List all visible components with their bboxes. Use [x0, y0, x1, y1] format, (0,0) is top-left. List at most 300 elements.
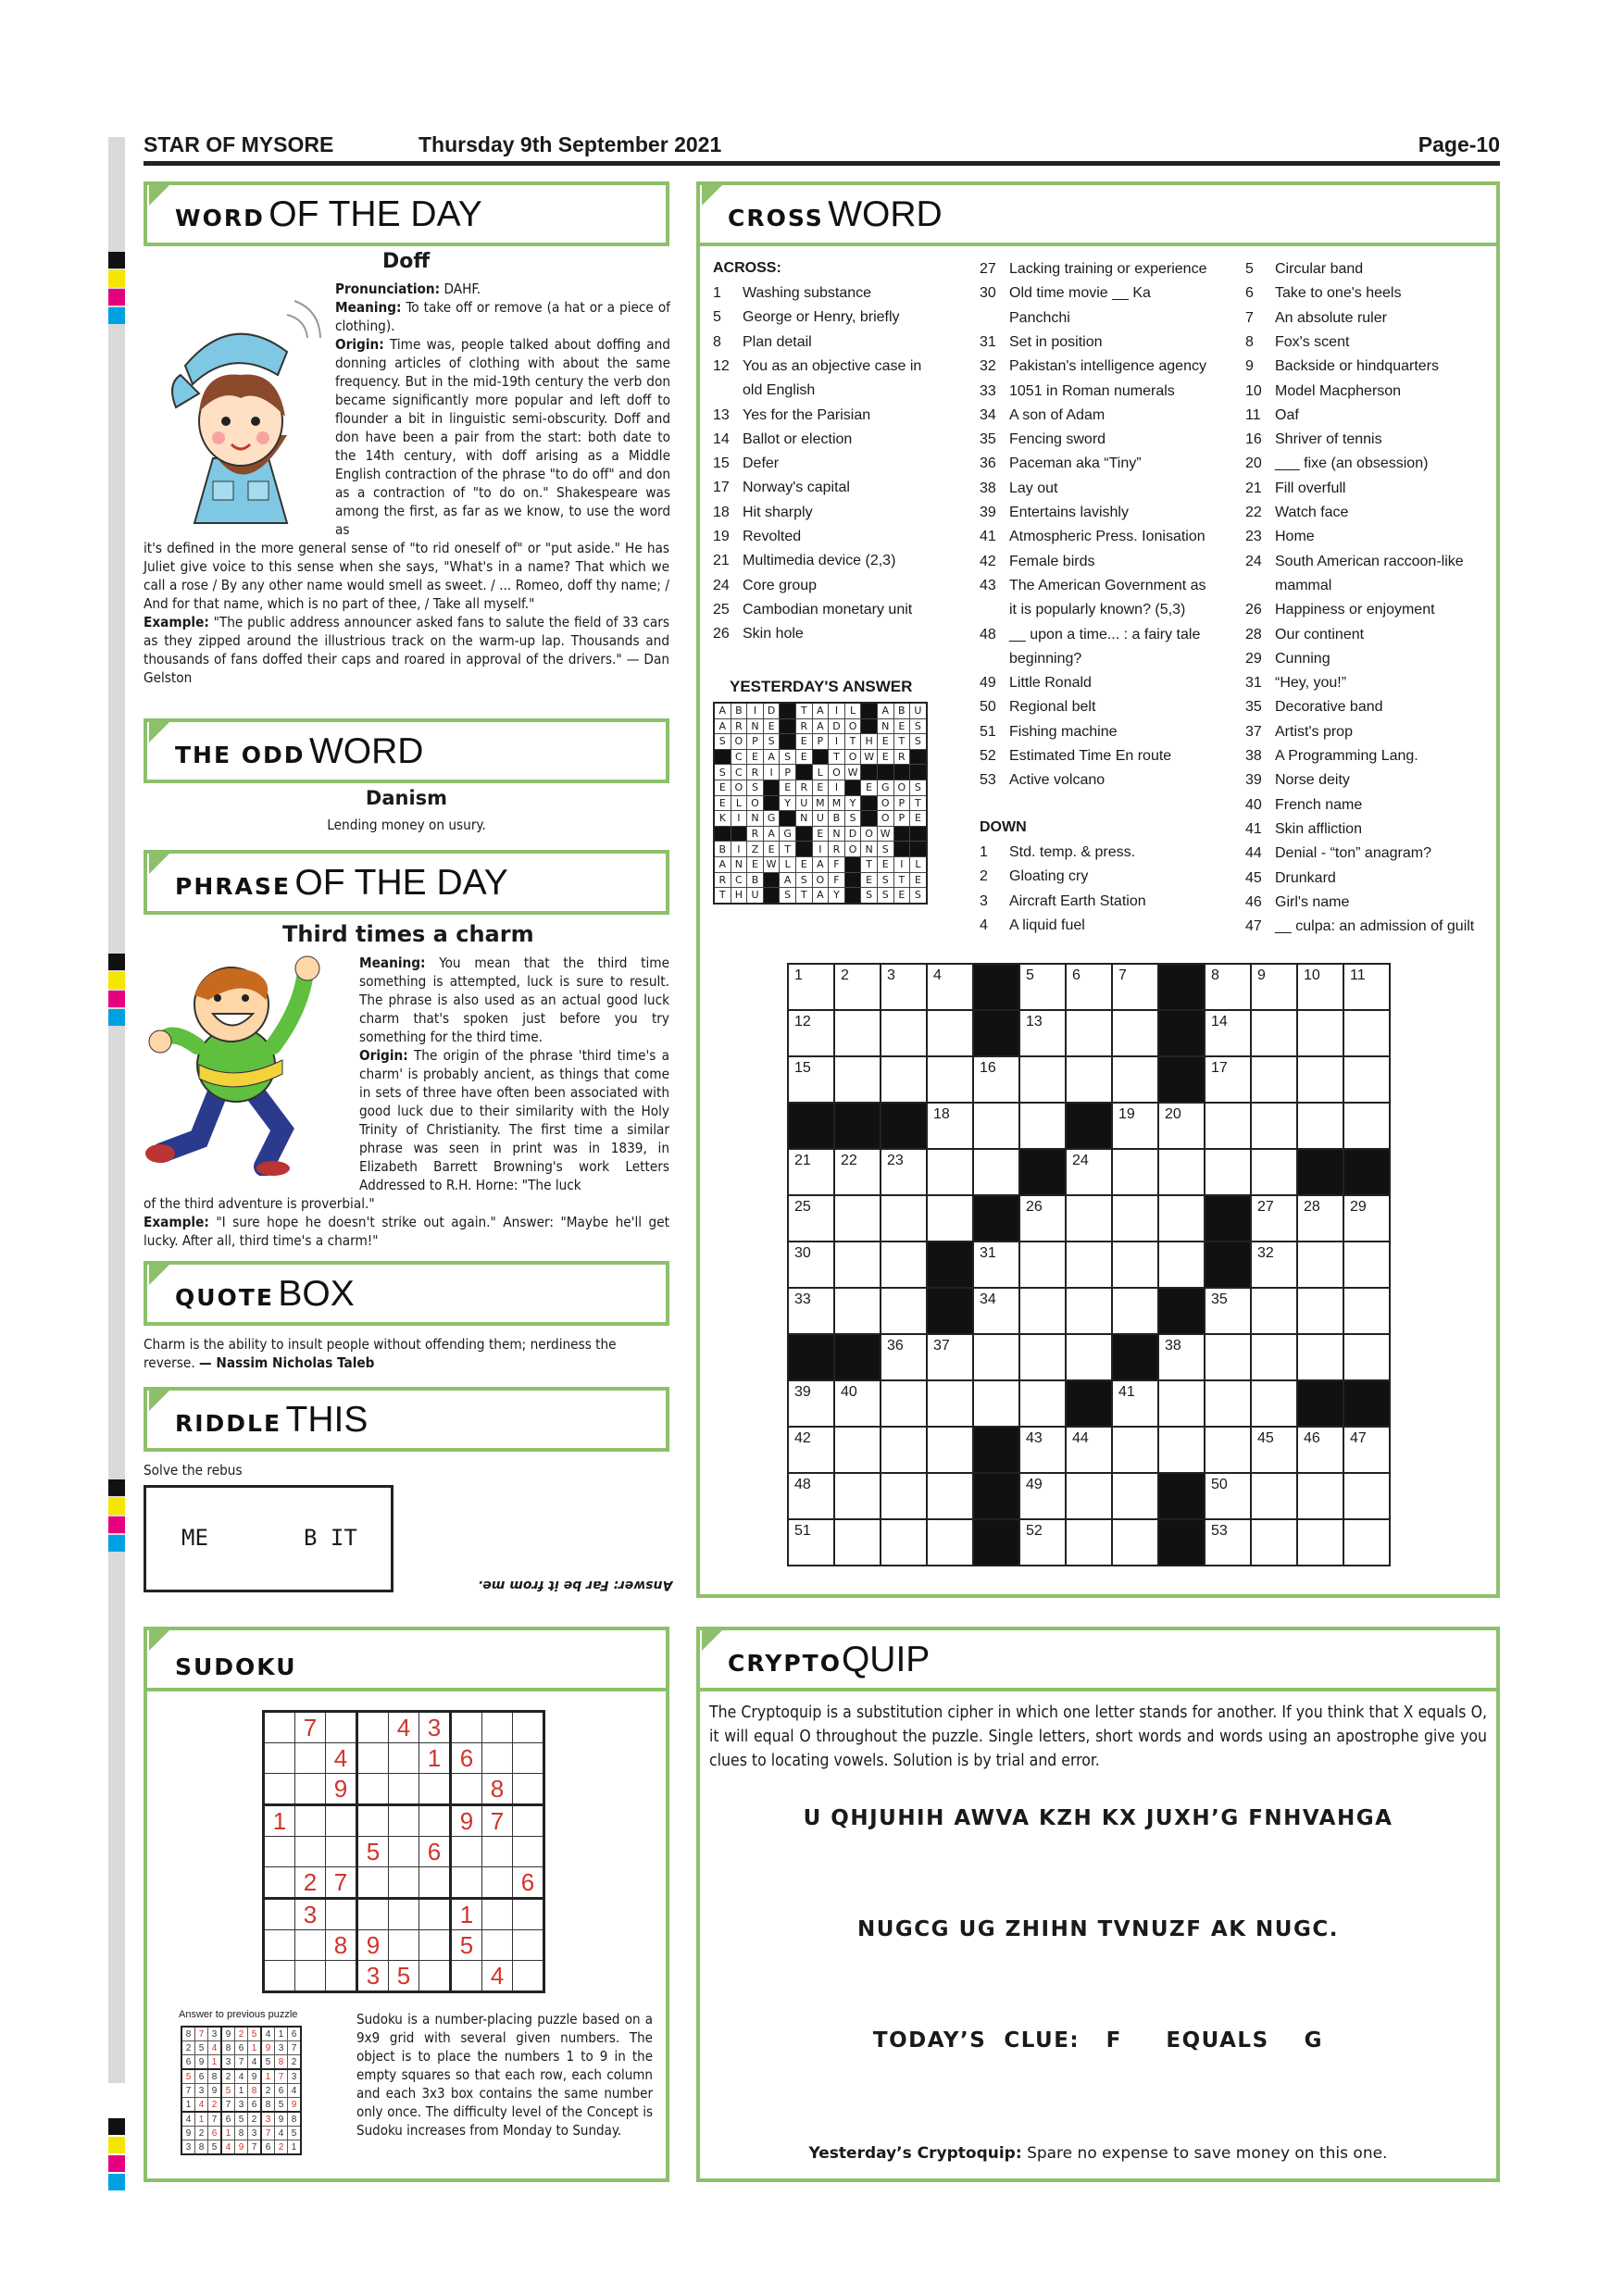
cell-number: 32 [1257, 1245, 1274, 1261]
crossword-cell[interactable] [927, 1149, 973, 1195]
crossword-cell[interactable] [1251, 1103, 1297, 1149]
crossword-cell[interactable] [973, 1103, 1019, 1149]
crossword-cell[interactable] [834, 964, 881, 1010]
crossword-cell[interactable] [1112, 1149, 1158, 1195]
crossword-cell[interactable] [834, 1056, 881, 1103]
crossword-cell[interactable] [1112, 1242, 1158, 1288]
black-square [834, 1103, 881, 1149]
sudoku-cell[interactable] [295, 1743, 326, 1774]
crossword-cell[interactable] [1343, 1473, 1390, 1519]
crossword-cell[interactable] [881, 1056, 927, 1103]
clue-text: An absolute ruler [1275, 309, 1387, 326]
crossword-cell[interactable] [1019, 1473, 1066, 1519]
crossword-cell[interactable] [1205, 1056, 1251, 1103]
sudoku-cell[interactable] [513, 1837, 544, 1867]
crossword-cell[interactable] [788, 1010, 834, 1056]
crossword-cell[interactable] [1019, 1427, 1066, 1473]
crossword-cell[interactable] [1019, 964, 1066, 1010]
crossword-cell[interactable] [881, 1427, 927, 1473]
sudoku-cell[interactable] [264, 1837, 295, 1867]
sudoku-cell: 1 [419, 1743, 451, 1774]
black-square [861, 703, 878, 718]
answer-letter: I [829, 780, 845, 795]
sudoku-cell[interactable] [357, 1712, 389, 1743]
clue-number: 18 [713, 504, 730, 520]
sudoku-cell[interactable] [419, 1805, 451, 1837]
crossword-cell[interactable] [788, 1380, 834, 1427]
sudoku-cell[interactable] [295, 1774, 326, 1805]
crossword-cell[interactable] [1158, 1334, 1205, 1380]
crossword-cell[interactable] [1251, 1427, 1297, 1473]
clue-number: 5 [713, 309, 721, 326]
cell-number: 18 [933, 1106, 950, 1122]
crossword-cell[interactable] [881, 1519, 927, 1566]
crossword-cell[interactable] [1112, 1010, 1158, 1056]
crossword-cell[interactable] [927, 964, 973, 1010]
sudoku-cell[interactable] [295, 1805, 326, 1837]
sudoku-cell[interactable] [264, 1899, 295, 1930]
sudoku-cell[interactable] [451, 1774, 482, 1805]
crossword-cell[interactable] [1066, 1010, 1112, 1056]
crossword-cell[interactable] [1019, 1056, 1066, 1103]
crossword-cell[interactable] [1297, 1288, 1343, 1334]
answer-letter: O [812, 872, 829, 888]
sudoku-cell[interactable] [513, 1805, 544, 1837]
clue-number: 27 [980, 261, 996, 277]
crossword-cell[interactable] [788, 1288, 834, 1334]
crossword-cell[interactable] [927, 1380, 973, 1427]
crossword-cell[interactable] [1205, 1010, 1251, 1056]
sudoku-cell[interactable] [482, 1743, 513, 1774]
black-square [1066, 1380, 1112, 1427]
crossword-cell[interactable] [1158, 1242, 1205, 1288]
previous-sudoku-cell: 7 [195, 2027, 208, 2041]
clue [1245, 867, 1336, 891]
previous-sudoku-cell: 7 [248, 2140, 262, 2155]
sudoku-cell[interactable] [326, 1961, 357, 1992]
sudoku-cell[interactable] [389, 1867, 419, 1899]
cell-number: 16 [980, 1060, 996, 1076]
sudoku-cell[interactable] [264, 1867, 295, 1899]
sudoku-cell[interactable] [326, 1805, 357, 1837]
sudoku-cell[interactable] [357, 1743, 389, 1774]
word-of-day-header [144, 181, 669, 246]
riddle-answer-upside-down: Answer: Far be it from me. [478, 1578, 673, 1592]
crossword-cell[interactable] [1112, 964, 1158, 1010]
sudoku-cell[interactable] [389, 1805, 419, 1837]
sudoku-cell[interactable] [513, 1712, 544, 1743]
sudoku-cell[interactable] [419, 1774, 451, 1805]
riddle-header [144, 1387, 669, 1452]
sudoku-cell[interactable] [357, 1805, 389, 1837]
crossword-cell[interactable] [1205, 1334, 1251, 1380]
crossword-cell[interactable] [788, 964, 834, 1010]
answer-letter: S [763, 734, 780, 750]
clue-number: 46 [1245, 893, 1262, 910]
crossword-cell[interactable] [1158, 1103, 1205, 1149]
crossword-cell[interactable] [1205, 1473, 1251, 1519]
crossword-cell[interactable] [834, 1427, 881, 1473]
crossword-cell[interactable] [788, 1427, 834, 1473]
crossword-cell[interactable] [1297, 964, 1343, 1010]
clue-number: 19 [713, 529, 730, 544]
crossword-cell[interactable] [1066, 1149, 1112, 1195]
crossword-cell[interactable] [1019, 1519, 1066, 1566]
clue-number: 24 [1245, 553, 1262, 569]
sudoku-cell[interactable] [389, 1743, 419, 1774]
crossword-cell[interactable] [834, 1519, 881, 1566]
cell-number: 10 [1304, 967, 1320, 983]
crossword-cell[interactable] [1297, 1519, 1343, 1566]
clue [1245, 793, 1362, 817]
crossword-cell[interactable] [1019, 1334, 1066, 1380]
crossword-cell[interactable] [1343, 1010, 1390, 1056]
clue [713, 476, 850, 500]
crossword-cell[interactable] [788, 1195, 834, 1242]
crossword-cell[interactable] [1205, 1427, 1251, 1473]
crossword-cell[interactable] [1251, 1519, 1297, 1566]
sudoku-cell[interactable] [482, 1930, 513, 1961]
crossword-cell[interactable] [834, 1380, 881, 1427]
sudoku-cell[interactable] [513, 1774, 544, 1805]
sudoku-cell[interactable] [295, 1930, 326, 1961]
crossword-cell[interactable] [1297, 1195, 1343, 1242]
clue [1245, 452, 1428, 476]
crossword-cell[interactable] [834, 1149, 881, 1195]
crossword-cell[interactable] [1066, 1288, 1112, 1334]
crossword-cell[interactable] [1019, 1103, 1066, 1149]
sudoku-cell: 9 [326, 1774, 357, 1805]
crossword-cell[interactable] [1112, 1473, 1158, 1519]
crossword-cell[interactable] [1158, 1195, 1205, 1242]
answer-letter: S [747, 780, 764, 795]
crossword-cell[interactable] [1343, 1519, 1390, 1566]
answer-letter: L [780, 856, 796, 872]
crossword-cell[interactable] [881, 1380, 927, 1427]
crossword-cell[interactable] [1297, 1473, 1343, 1519]
crossword-cell[interactable] [1251, 1288, 1297, 1334]
crossword-cell[interactable] [1066, 1334, 1112, 1380]
answer-letter: E [910, 811, 927, 827]
clue-text: Skin hole [743, 626, 804, 643]
crossword-cell[interactable] [1112, 1380, 1158, 1427]
previous-sudoku-cell: 8 [221, 2041, 235, 2055]
margin-bar [108, 838, 125, 1393]
previous-sudoku-cell: 6 [288, 2027, 302, 2041]
answer-letter: S [714, 734, 731, 750]
crossword-cell[interactable] [834, 1195, 881, 1242]
crossword-cell[interactable] [1158, 1380, 1205, 1427]
crossword-cell[interactable] [1251, 1334, 1297, 1380]
crossword-cell[interactable] [1251, 1056, 1297, 1103]
crossword-cell[interactable] [1066, 1242, 1112, 1288]
sudoku-cell[interactable] [326, 1899, 357, 1930]
previous-sudoku-cell: 1 [261, 2069, 275, 2084]
crossword-cell[interactable] [1251, 1380, 1297, 1427]
issue-date: Thursday 9th September 2021 [418, 132, 722, 156]
crossword-cell[interactable] [973, 1149, 1019, 1195]
sudoku-cell[interactable] [326, 1837, 357, 1867]
sudoku-cell[interactable] [389, 1899, 419, 1930]
sudoku-cell[interactable] [389, 1837, 419, 1867]
crossword-cell[interactable] [788, 1056, 834, 1103]
answer-letter: F [829, 872, 845, 888]
crossword-cell[interactable] [1066, 1056, 1112, 1103]
crossword-cell[interactable] [1205, 1103, 1251, 1149]
crossword-cell[interactable] [1112, 1427, 1158, 1473]
crossword-cell[interactable] [973, 1334, 1019, 1380]
cell-number: 22 [841, 1153, 857, 1168]
clue-number: 31 [1245, 675, 1262, 692]
clue-number: 38 [1245, 748, 1262, 764]
previous-sudoku-cell: 4 [235, 2069, 248, 2084]
crossword-cell[interactable] [1343, 1427, 1390, 1473]
crossword-cell[interactable] [1019, 1288, 1066, 1334]
crossword-cell[interactable] [1112, 1103, 1158, 1149]
sudoku-cell[interactable] [264, 1712, 295, 1743]
sudoku-cell[interactable] [357, 1867, 389, 1899]
cryptoquip-header [696, 1627, 1500, 1691]
crossword-cell[interactable] [927, 1473, 973, 1519]
answer-letter: I [747, 703, 764, 718]
clue-text: Circular band [1275, 261, 1364, 277]
sudoku-cell[interactable] [513, 1743, 544, 1774]
crossword-cell[interactable] [1019, 1195, 1066, 1242]
sudoku-cell: 7 [482, 1805, 513, 1837]
cell-number: 11 [1350, 967, 1366, 983]
crossword-cell[interactable] [881, 1149, 927, 1195]
answer-letter: H [861, 734, 878, 750]
previous-sudoku-cell: 2 [181, 2041, 195, 2055]
crossword-cell[interactable] [1019, 1242, 1066, 1288]
sudoku-cell[interactable] [389, 1774, 419, 1805]
crossword-cell[interactable] [1297, 1103, 1343, 1149]
section-title: RIDDLE THIS [175, 1400, 369, 1440]
black-square [1297, 1380, 1343, 1427]
previous-sudoku-cell: 5 [235, 2112, 248, 2127]
crossword-cell[interactable] [1251, 964, 1297, 1010]
sudoku-cell[interactable] [513, 1899, 544, 1930]
sudoku-cell[interactable] [264, 1961, 295, 1992]
crossword-cell[interactable] [973, 1380, 1019, 1427]
clue [1245, 744, 1418, 768]
previous-sudoku-cell: 2 [208, 2098, 222, 2113]
sudoku-cell[interactable] [451, 1961, 482, 1992]
crossword-cell[interactable] [881, 1288, 927, 1334]
crossword-cell[interactable] [881, 1242, 927, 1288]
sudoku-cell[interactable] [419, 1930, 451, 1961]
previous-sudoku-cell: 6 [208, 2127, 222, 2140]
sudoku-cell[interactable] [513, 1930, 544, 1961]
word-of-day-text-cont: it's defined in the more general sense of "to rid oneself of" or "put aside." He has Juliet give voice to this sense when she says, "What's in a name? That which we call a rose / By any other name would smell as sweet. / ... Romeo, doff thy name; / And for that name, which is no part of thee, / Take all myself." Example: "The public address announcer asked fans to salute the field of 33 cars as they zipped around the illustrious track on the warm-up lap. Thousands and thousands of fans doffed their caps and roared in approval of the drivers." — Dan Gelston [144, 540, 670, 686]
crossword-cell[interactable] [1297, 1242, 1343, 1288]
answer-letter: E [877, 856, 893, 872]
crossword-cell[interactable] [927, 1195, 973, 1242]
sudoku-cell: 6 [513, 1867, 544, 1899]
crossword-cell[interactable] [1205, 1149, 1251, 1195]
crossword-cell[interactable] [973, 1056, 1019, 1103]
sudoku-cell[interactable] [482, 1899, 513, 1930]
crossword-cell[interactable] [834, 1242, 881, 1288]
crossword-cell[interactable] [927, 1103, 973, 1149]
crossword-cell[interactable] [1158, 1427, 1205, 1473]
cell-number: 50 [1211, 1477, 1228, 1492]
answer-letter: L [731, 795, 747, 811]
sudoku-cell[interactable] [451, 1837, 482, 1867]
crossword-cell[interactable] [1343, 1288, 1390, 1334]
crossword-cell[interactable] [1343, 1195, 1390, 1242]
crossword-cell[interactable] [834, 1288, 881, 1334]
registration-mark [108, 1479, 125, 1496]
previous-sudoku-cell: 1 [248, 2041, 262, 2055]
sudoku-cell[interactable] [264, 1774, 295, 1805]
clue-number: 9 [1245, 358, 1254, 375]
sudoku-cell[interactable] [482, 1867, 513, 1899]
answer-letter: A [714, 703, 731, 718]
crossword-cell[interactable] [834, 1010, 881, 1056]
sudoku-cell[interactable] [357, 1899, 389, 1930]
sudoku-cell[interactable] [451, 1867, 482, 1899]
cell-number: 26 [1026, 1199, 1043, 1215]
sudoku-cell: 9 [357, 1930, 389, 1961]
crossword-cell[interactable] [1251, 1010, 1297, 1056]
crossword-cell[interactable] [927, 1334, 973, 1380]
crossword-cell[interactable] [881, 964, 927, 1010]
crossword-cell[interactable] [1251, 1242, 1297, 1288]
clue-number: 30 [980, 285, 996, 302]
crossword-cell[interactable] [1297, 1010, 1343, 1056]
crossword-cell[interactable] [1066, 1473, 1112, 1519]
margin-bar [108, 137, 125, 878]
crossword-cell[interactable] [1112, 1519, 1158, 1566]
crossword-cell[interactable] [1205, 1288, 1251, 1334]
crossword-cell[interactable] [1205, 1519, 1251, 1566]
clue-text: Little Ronald [1009, 675, 1092, 692]
crossword-cell[interactable] [1066, 964, 1112, 1010]
crossword-cell[interactable] [1158, 1149, 1205, 1195]
crossword-cell[interactable] [973, 1242, 1019, 1288]
answer-letter: K [714, 811, 731, 827]
previous-sudoku-cell: 1 [208, 2055, 222, 2070]
sudoku-cell[interactable] [513, 1961, 544, 1992]
answer-letter: S [861, 888, 878, 904]
crossword-cell[interactable] [1343, 1242, 1390, 1288]
previous-sudoku-cell: 6 [235, 2041, 248, 2055]
clue [713, 355, 921, 379]
answer-letter: E [861, 872, 878, 888]
clue-number: 50 [980, 699, 996, 716]
section-title: QUOTE BOX [175, 1274, 355, 1314]
crossword-grid [787, 963, 1391, 1566]
crossword-cell[interactable] [1066, 1519, 1112, 1566]
sudoku-cell[interactable] [264, 1743, 295, 1774]
crossword-cell[interactable] [927, 1010, 973, 1056]
crossword-cell[interactable] [1297, 1334, 1343, 1380]
sudoku-cell[interactable] [419, 1899, 451, 1930]
sudoku-cell: 6 [419, 1837, 451, 1867]
black-square [1158, 1010, 1205, 1056]
clue [980, 380, 1175, 404]
crossword-cell[interactable] [973, 1288, 1019, 1334]
sudoku-cell[interactable] [295, 1961, 326, 1992]
crossword-cell[interactable] [1251, 1195, 1297, 1242]
crossword-cell[interactable] [1297, 1427, 1343, 1473]
crossword-cell[interactable] [881, 1334, 927, 1380]
crossword-cell[interactable] [881, 1473, 927, 1519]
crossword-cell[interactable] [1112, 1056, 1158, 1103]
crossword-cell[interactable] [1251, 1473, 1297, 1519]
crossword-cell[interactable] [1343, 964, 1390, 1010]
crossword-cell[interactable] [1343, 1056, 1390, 1103]
clue-text: Paceman aka “Tiny” [1009, 455, 1142, 472]
cell-number: 8 [1211, 967, 1219, 983]
answer-letter: B [893, 703, 910, 718]
crossword-cell[interactable] [1343, 1103, 1390, 1149]
sudoku-cell[interactable] [482, 1712, 513, 1743]
crossword-cell[interactable] [927, 1056, 973, 1103]
crossword-cell[interactable] [834, 1473, 881, 1519]
sudoku-cell[interactable] [451, 1712, 482, 1743]
sudoku-cell[interactable] [389, 1930, 419, 1961]
crossword-cell[interactable] [1205, 1380, 1251, 1427]
crossword-cell[interactable] [788, 1519, 834, 1566]
clue-text: South American raccoon-like [1275, 553, 1464, 569]
crossword-cell[interactable] [1112, 1195, 1158, 1242]
clue-number: 16 [1245, 431, 1262, 448]
sudoku-cell: 1 [264, 1805, 295, 1837]
clue-number: 41 [1245, 820, 1262, 837]
sudoku-cell[interactable] [357, 1774, 389, 1805]
crossword-cell[interactable] [1066, 1195, 1112, 1242]
crossword-cell[interactable] [1205, 964, 1251, 1010]
crossword-cell[interactable] [881, 1010, 927, 1056]
crossword-cell[interactable] [1066, 1427, 1112, 1473]
crossword-cell[interactable] [1019, 1380, 1066, 1427]
previous-sudoku-cell: 9 [248, 2069, 262, 2084]
answer-letter: E [747, 749, 764, 765]
yesterday-answer-label: YESTERDAY'S ANSWER [730, 678, 913, 695]
crossword-cell[interactable] [1343, 1334, 1390, 1380]
crossword-cell[interactable] [1297, 1056, 1343, 1103]
answer-letter: B [747, 872, 764, 888]
sudoku-cell[interactable] [482, 1837, 513, 1867]
sudoku-cell[interactable] [419, 1867, 451, 1899]
masthead-rule [144, 161, 1500, 166]
sudoku-cell[interactable] [264, 1930, 295, 1961]
crossword-cell[interactable] [788, 1242, 834, 1288]
crossword-cell[interactable] [927, 1519, 973, 1566]
crossword-cell[interactable] [1112, 1288, 1158, 1334]
crossword-cell[interactable] [1019, 1010, 1066, 1056]
black-square [973, 1010, 1019, 1056]
crossword-cell[interactable] [788, 1473, 834, 1519]
answer-letter: E [861, 780, 878, 795]
sudoku-cell[interactable] [326, 1712, 357, 1743]
cell-number: 51 [794, 1523, 811, 1539]
clue [1245, 257, 1363, 281]
sudoku-cell[interactable] [419, 1961, 451, 1992]
sudoku-cell[interactable] [295, 1837, 326, 1867]
crossword-cell[interactable] [881, 1195, 927, 1242]
crossword-cell[interactable] [1251, 1149, 1297, 1195]
crossword-cell[interactable] [927, 1427, 973, 1473]
crossword-cell[interactable] [788, 1149, 834, 1195]
clue-number: 25 [713, 601, 730, 618]
cell-number: 6 [1072, 967, 1081, 983]
registration-mark [108, 1516, 125, 1533]
clue-text: Happiness or enjoyment [1275, 602, 1435, 618]
clue [1245, 720, 1353, 744]
